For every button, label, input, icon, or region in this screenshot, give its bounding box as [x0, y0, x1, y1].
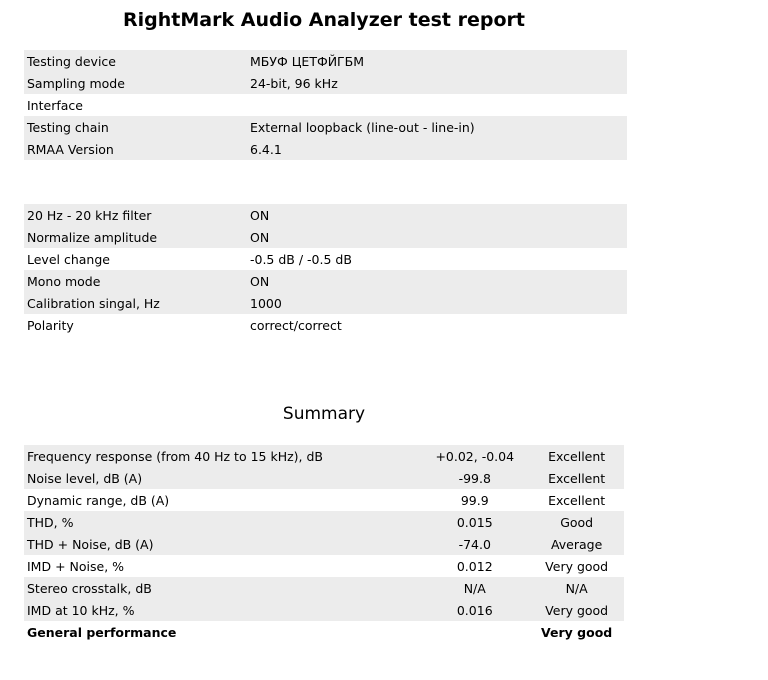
table-row — [24, 72, 627, 94]
table-row — [24, 511, 624, 533]
row-value: ON — [247, 226, 627, 248]
parameter-rating: Good — [529, 511, 624, 533]
row-label: Sampling mode — [24, 72, 247, 94]
table-row — [24, 533, 624, 555]
parameter-rating: Average — [529, 533, 624, 555]
row-value: correct/correct — [250, 317, 342, 333]
parameter-value: 0.016 — [420, 599, 529, 621]
parameter-rating: Excellent — [529, 467, 624, 489]
parameter-value: -74.0 — [420, 533, 529, 555]
general-performance-label: General performance — [27, 624, 177, 640]
parameter-rating: Very good — [545, 558, 609, 574]
row-label: Interface — [27, 97, 83, 113]
row-value: ON — [247, 204, 627, 226]
parameter-value: 0.015 — [420, 511, 529, 533]
table-row — [24, 116, 627, 138]
table-row — [24, 445, 624, 467]
table-row — [24, 292, 627, 314]
general-performance-value — [420, 621, 529, 643]
table-row — [24, 270, 627, 292]
row-label: Normalize amplitude — [24, 226, 247, 248]
summary-title: Summary — [282, 404, 366, 424]
row-value: 6.4.1 — [247, 138, 627, 160]
parameter-name: Stereo crosstalk, dB — [24, 577, 420, 599]
parameter-name: IMD + Noise, % — [27, 558, 125, 574]
row-label: Level change — [27, 251, 110, 267]
table-row — [24, 138, 627, 160]
parameter-name: Frequency response (from 40 Hz to 15 kHz), dB — [24, 445, 420, 467]
table-row — [24, 555, 624, 577]
row-label: Testing device — [24, 50, 247, 72]
report-title: RightMark Audio Analyzer test report — [123, 9, 525, 31]
parameter-value: N/A — [420, 577, 529, 599]
test-settings-table — [24, 204, 627, 336]
parameter-value: -99.8 — [420, 467, 529, 489]
row-value: 1000 — [247, 292, 627, 314]
table-row — [24, 248, 627, 270]
parameter-value: +0.02, -0.04 — [420, 445, 529, 467]
table-row — [24, 50, 627, 72]
table-row — [24, 94, 627, 116]
table-row — [24, 204, 627, 226]
general-performance-row — [24, 621, 624, 643]
parameter-value: 99.9 — [460, 492, 489, 508]
parameter-name: THD + Noise, dB (A) — [24, 533, 420, 555]
table-row — [24, 599, 624, 621]
row-value: ON — [247, 270, 627, 292]
row-label: Calibration singal, Hz — [24, 292, 247, 314]
row-value: МБУФ ЦЕТФЙГБМ — [247, 50, 627, 72]
row-label: 20 Hz - 20 kHz filter — [24, 204, 247, 226]
general-performance-rating: Very good — [541, 624, 613, 640]
row-value: -0.5 dB / -0.5 dB — [250, 251, 352, 267]
parameter-rating: N/A — [529, 577, 624, 599]
table-row — [24, 314, 627, 336]
row-value: 24-bit, 96 kHz — [247, 72, 627, 94]
table-row — [24, 489, 624, 511]
device-info-table — [24, 50, 627, 160]
parameter-name: THD, % — [24, 511, 420, 533]
parameter-name: IMD at 10 kHz, % — [24, 599, 420, 621]
summary-table — [24, 445, 624, 643]
parameter-name: Dynamic range, dB (A) — [27, 492, 170, 508]
table-row — [24, 467, 624, 489]
table-row — [24, 577, 624, 599]
row-value: External loopback (line-out - line-in) — [247, 116, 627, 138]
row-label: Mono mode — [24, 270, 247, 292]
parameter-name: Noise level, dB (A) — [24, 467, 420, 489]
row-label: Testing chain — [24, 116, 247, 138]
row-label: Polarity — [27, 317, 74, 333]
table-row — [24, 226, 627, 248]
parameter-rating: Excellent — [548, 492, 606, 508]
parameter-value: 0.012 — [456, 558, 493, 574]
row-value — [247, 94, 627, 116]
parameter-rating: Very good — [529, 599, 624, 621]
parameter-rating: Excellent — [529, 445, 624, 467]
row-label: RMAA Version — [24, 138, 247, 160]
